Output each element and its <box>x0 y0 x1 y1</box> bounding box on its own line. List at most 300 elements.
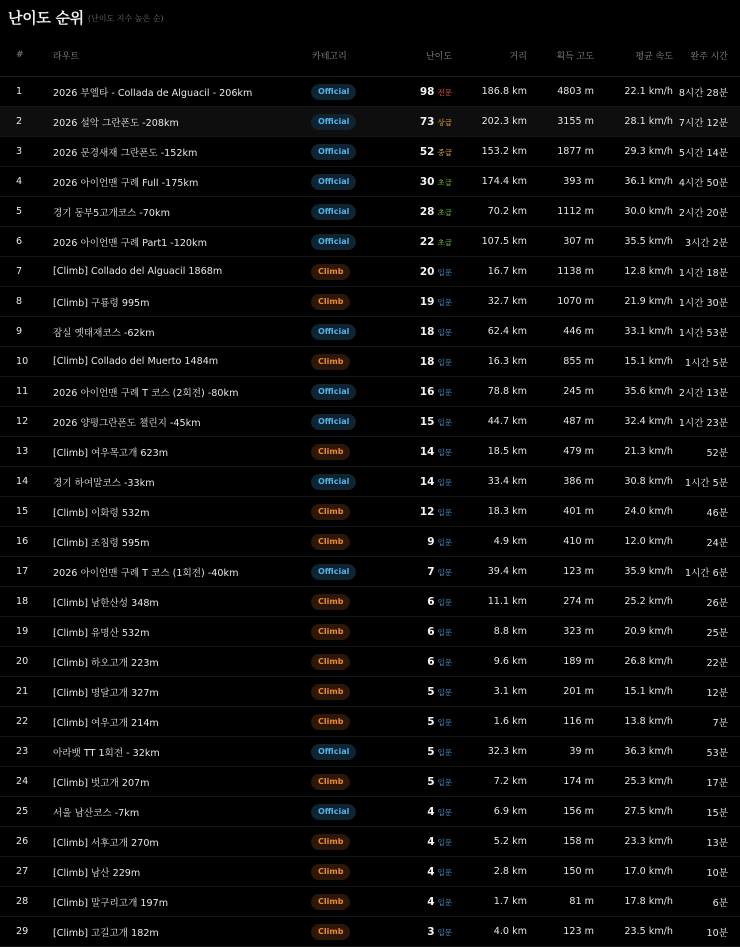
distance-cell: 16.7 km <box>452 257 527 287</box>
difficulty-level: 입문 <box>437 267 452 277</box>
difficulty-score: 6 <box>427 595 435 608</box>
difficulty-score: 28 <box>419 205 435 218</box>
rank-cell: 8 <box>0 287 50 317</box>
difficulty-level: 입문 <box>437 447 452 457</box>
difficulty-cell <box>390 167 452 197</box>
difficulty-level: 초급 <box>437 207 452 217</box>
difficulty-level: 입문 <box>437 417 452 427</box>
elevation-cell: 245 m <box>527 377 594 407</box>
category-badge: Climb <box>311 354 350 370</box>
route-name-cell[interactable] <box>50 917 311 947</box>
difficulty-score: 5 <box>427 685 435 698</box>
table-row[interactable] <box>0 737 740 767</box>
category-badge: Climb <box>311 924 350 940</box>
route-name[interactable]: 경기 동부5고개코스 -70km <box>53 207 170 219</box>
route-name-cell[interactable] <box>50 707 311 737</box>
rank-cell: 18 <box>0 587 50 617</box>
difficulty-score: 12 <box>419 505 435 518</box>
distance-cell: 18.3 km <box>452 497 527 527</box>
difficulty-score: 5 <box>427 745 435 758</box>
difficulty-cell <box>390 437 452 467</box>
difficulty-cell <box>390 107 452 137</box>
table-row[interactable] <box>0 497 740 527</box>
route-name[interactable]: [Climb] 남한산성 348m <box>53 597 159 609</box>
route-name-cell[interactable] <box>50 197 311 227</box>
route-name-cell[interactable] <box>50 77 311 107</box>
time-cell: 1시간 6분 <box>673 557 740 587</box>
elevation-cell: 39 m <box>527 737 594 767</box>
category-badge: Official <box>311 414 356 430</box>
table-row[interactable] <box>0 167 740 197</box>
difficulty-level: 중급 <box>437 147 452 157</box>
route-name-cell[interactable] <box>50 857 311 887</box>
category-cell <box>311 77 390 107</box>
rank-cell: 12 <box>0 407 50 437</box>
speed-cell: 24.0 km/h <box>594 497 673 527</box>
difficulty-cell <box>390 317 452 347</box>
speed-cell: 25.3 km/h <box>594 767 673 797</box>
time-cell: 4시간 50분 <box>673 167 740 197</box>
category-badge: Official <box>311 174 356 190</box>
distance-cell: 186.8 km <box>452 77 527 107</box>
difficulty-score: 16 <box>419 385 435 398</box>
route-name[interactable]: [Climb] 여우목고개 623m <box>53 447 169 459</box>
elevation-cell: 855 m <box>527 347 594 377</box>
rank-cell: 19 <box>0 617 50 647</box>
speed-cell: 26.8 km/h <box>594 647 673 677</box>
category-cell <box>311 677 390 707</box>
table-header-row <box>0 34 740 77</box>
category-badge: Climb <box>311 654 350 670</box>
difficulty-score: 14 <box>419 475 435 488</box>
table-row[interactable] <box>0 197 740 227</box>
table-row[interactable] <box>0 137 740 167</box>
route-name-cell[interactable] <box>50 497 311 527</box>
rank-cell: 29 <box>0 917 50 947</box>
category-cell <box>311 227 390 257</box>
route-name[interactable]: [Climb] 하오고개 223m <box>53 657 159 669</box>
difficulty-score: 3 <box>427 925 435 938</box>
distance-cell: 5.2 km <box>452 827 527 857</box>
table-row[interactable] <box>0 617 740 647</box>
route-name[interactable]: [Climb] 남산 229m <box>53 867 141 879</box>
distance-cell: 2.8 km <box>452 857 527 887</box>
difficulty-level: 입문 <box>437 477 452 487</box>
difficulty-cell <box>390 587 452 617</box>
rank-cell: 4 <box>0 167 50 197</box>
table-row[interactable] <box>0 647 740 677</box>
column-header-route[interactable]: 라우트 <box>50 34 311 77</box>
rank-cell: 26 <box>0 827 50 857</box>
route-name-cell[interactable] <box>50 257 311 287</box>
rank-cell: 3 <box>0 137 50 167</box>
category-badge: Official <box>311 744 356 760</box>
route-name-cell[interactable] <box>50 407 311 437</box>
rank-cell: 27 <box>0 857 50 887</box>
speed-cell: 17.0 km/h <box>594 857 673 887</box>
category-cell <box>311 857 390 887</box>
time-cell: 1시간 5분 <box>673 467 740 497</box>
difficulty-level: 입문 <box>437 327 452 337</box>
route-name[interactable]: 경기 하여말코스 -33km <box>53 477 155 489</box>
difficulty-cell <box>390 257 452 287</box>
route-name[interactable]: [Climb] 구룡령 995m <box>53 297 150 309</box>
route-name-cell[interactable] <box>50 167 311 197</box>
difficulty-level: 입문 <box>437 597 452 607</box>
route-name[interactable]: [Climb] 말구리고개 197m <box>53 897 169 909</box>
difficulty-score: 18 <box>419 355 435 368</box>
route-name[interactable]: [Climb] 서후고개 270m <box>53 837 159 849</box>
column-header-distance[interactable]: 거리 <box>452 34 527 77</box>
table-row[interactable] <box>0 527 740 557</box>
time-cell: 17분 <box>673 767 740 797</box>
elevation-cell: 156 m <box>527 797 594 827</box>
speed-cell: 35.9 km/h <box>594 557 673 587</box>
category-badge: Official <box>311 324 356 340</box>
elevation-cell: 174 m <box>527 767 594 797</box>
table-row[interactable] <box>0 347 740 377</box>
table-row[interactable] <box>0 557 740 587</box>
distance-cell: 32.3 km <box>452 737 527 767</box>
route-name[interactable]: [Climb] 벗고개 207m <box>53 777 150 789</box>
speed-cell: 15.1 km/h <box>594 347 673 377</box>
distance-cell: 3.1 km <box>452 677 527 707</box>
speed-cell: 25.2 km/h <box>594 587 673 617</box>
page-title: 난이도 순위 <box>8 8 84 27</box>
route-name[interactable]: 2026 아이언맨 구례 Part1 -120km <box>53 237 207 249</box>
difficulty-level: 입문 <box>437 867 452 877</box>
difficulty-score: 20 <box>419 265 435 278</box>
route-name[interactable]: 서울 남산코스 -7km <box>53 807 140 819</box>
distance-cell: 4.0 km <box>452 917 527 947</box>
speed-cell: 28.1 km/h <box>594 107 673 137</box>
route-name[interactable]: [Climb] 이화령 532m <box>53 507 150 519</box>
difficulty-cell <box>390 917 452 947</box>
distance-cell: 153.2 km <box>452 137 527 167</box>
category-badge: Climb <box>311 864 350 880</box>
time-cell: 52분 <box>673 437 740 467</box>
table-row[interactable] <box>0 707 740 737</box>
speed-cell: 23.5 km/h <box>594 917 673 947</box>
category-badge: Official <box>311 204 356 220</box>
difficulty-cell <box>390 827 452 857</box>
category-cell <box>311 587 390 617</box>
difficulty-level: 전문 <box>437 87 452 97</box>
rank-cell: 24 <box>0 767 50 797</box>
table-row[interactable] <box>0 857 740 887</box>
distance-cell: 1.6 km <box>452 707 527 737</box>
column-header-time[interactable]: 완주 시간 <box>673 34 740 77</box>
table-row[interactable] <box>0 467 740 497</box>
speed-cell: 30.0 km/h <box>594 197 673 227</box>
difficulty-level: 입문 <box>437 507 452 517</box>
category-badge: Climb <box>311 294 350 310</box>
time-cell: 1시간 18분 <box>673 257 740 287</box>
route-name[interactable]: [Climb] Collado del Alguacil 1868m <box>53 266 223 277</box>
category-cell <box>311 317 390 347</box>
table-row[interactable] <box>0 107 740 137</box>
route-name[interactable]: [Climb] 고길고개 182m <box>53 927 159 939</box>
table-row[interactable] <box>0 677 740 707</box>
time-cell: 25분 <box>673 617 740 647</box>
route-name-cell[interactable] <box>50 647 311 677</box>
elevation-cell: 1070 m <box>527 287 594 317</box>
category-badge: Official <box>311 564 356 580</box>
table-row[interactable] <box>0 317 740 347</box>
speed-cell: 20.9 km/h <box>594 617 673 647</box>
elevation-cell: 123 m <box>527 557 594 587</box>
category-badge: Official <box>311 384 356 400</box>
elevation-cell: 393 m <box>527 167 594 197</box>
difficulty-cell <box>390 887 452 917</box>
elevation-cell: 3155 m <box>527 107 594 137</box>
elevation-cell: 1112 m <box>527 197 594 227</box>
rank-cell: 6 <box>0 227 50 257</box>
table-row[interactable] <box>0 227 740 257</box>
speed-cell: 33.1 km/h <box>594 317 673 347</box>
difficulty-score: 98 <box>419 85 435 98</box>
distance-cell: 7.2 km <box>452 767 527 797</box>
elevation-cell: 307 m <box>527 227 594 257</box>
difficulty-level: 입문 <box>437 357 452 367</box>
difficulty-score: 30 <box>419 175 435 188</box>
rank-cell: 23 <box>0 737 50 767</box>
difficulty-cell <box>390 227 452 257</box>
column-header-difficulty[interactable]: 난이도 <box>390 34 452 77</box>
category-cell <box>311 287 390 317</box>
time-cell: 5시간 14분 <box>673 137 740 167</box>
category-cell <box>311 377 390 407</box>
route-name[interactable]: [Climb] 유명산 532m <box>53 627 150 639</box>
difficulty-cell <box>390 707 452 737</box>
difficulty-level: 입문 <box>437 777 452 787</box>
difficulty-score: 9 <box>427 535 435 548</box>
category-badge: Climb <box>311 834 350 850</box>
category-cell <box>311 167 390 197</box>
speed-cell: 29.3 km/h <box>594 137 673 167</box>
route-name-cell[interactable] <box>50 467 311 497</box>
category-cell <box>311 437 390 467</box>
table-row[interactable] <box>0 377 740 407</box>
column-header-speed[interactable]: 평균 속도 <box>594 34 673 77</box>
route-name[interactable]: 아라뱃 TT 1회전 - 32km <box>53 747 160 759</box>
difficulty-level: 입문 <box>437 387 452 397</box>
difficulty-cell <box>390 407 452 437</box>
route-name-cell[interactable] <box>50 587 311 617</box>
route-name[interactable]: [Climb] 조침령 595m <box>53 537 150 549</box>
category-badge: Official <box>311 114 356 130</box>
speed-cell: 21.9 km/h <box>594 287 673 317</box>
category-badge: Climb <box>311 774 350 790</box>
table-row[interactable] <box>0 797 740 827</box>
speed-cell: 23.3 km/h <box>594 827 673 857</box>
column-header-category[interactable]: 카테고리 <box>311 34 390 77</box>
difficulty-score: 4 <box>427 805 435 818</box>
route-name-cell[interactable] <box>50 827 311 857</box>
difficulty-cell <box>390 737 452 767</box>
route-name[interactable]: 잠실 옛태재코스 -62km <box>53 327 155 339</box>
elevation-cell: 1877 m <box>527 137 594 167</box>
route-name-cell[interactable] <box>50 287 311 317</box>
time-cell: 10분 <box>673 857 740 887</box>
difficulty-level: 입문 <box>437 657 452 667</box>
category-badge: Official <box>311 474 356 490</box>
time-cell: 1시간 5분 <box>673 347 740 377</box>
difficulty-score: 73 <box>419 115 435 128</box>
route-name-cell[interactable] <box>50 797 311 827</box>
difficulty-level: 초급 <box>437 177 452 187</box>
route-name-cell[interactable] <box>50 767 311 797</box>
category-badge: Climb <box>311 534 350 550</box>
time-cell: 53분 <box>673 737 740 767</box>
time-cell: 22분 <box>673 647 740 677</box>
difficulty-cell <box>390 347 452 377</box>
category-badge: Official <box>311 804 356 820</box>
route-name[interactable]: 2026 문경새재 그란폰도 -152km <box>53 147 198 159</box>
category-cell <box>311 407 390 437</box>
distance-cell: 202.3 km <box>452 107 527 137</box>
route-name-cell[interactable] <box>50 557 311 587</box>
distance-cell: 32.7 km <box>452 287 527 317</box>
route-name[interactable]: 2026 아이언맨 구례 Full -175km <box>53 177 199 189</box>
route-name[interactable]: [Climb] 여우고개 214m <box>53 717 159 729</box>
rank-cell: 2 <box>0 107 50 137</box>
route-name[interactable]: 2026 아이언맨 구례 T 코스 (1회전) -40km <box>53 567 239 579</box>
difficulty-ranking-table <box>0 34 740 947</box>
table-body <box>0 77 740 947</box>
rank-cell: 17 <box>0 557 50 587</box>
category-badge: Official <box>311 144 356 160</box>
time-cell: 1시간 23분 <box>673 407 740 437</box>
speed-cell: 22.1 km/h <box>594 77 673 107</box>
category-cell <box>311 797 390 827</box>
route-name-cell[interactable] <box>50 317 311 347</box>
difficulty-cell <box>390 857 452 887</box>
time-cell: 12분 <box>673 677 740 707</box>
table-row[interactable] <box>0 827 740 857</box>
column-header-rank[interactable]: # <box>0 34 50 77</box>
speed-cell: 17.8 km/h <box>594 887 673 917</box>
table-row[interactable] <box>0 917 740 947</box>
table-row[interactable] <box>0 287 740 317</box>
route-name-cell[interactable] <box>50 737 311 767</box>
difficulty-cell <box>390 467 452 497</box>
difficulty-level: 입문 <box>437 897 452 907</box>
distance-cell: 1.7 km <box>452 887 527 917</box>
difficulty-cell <box>390 377 452 407</box>
table-row[interactable] <box>0 887 740 917</box>
route-name-cell[interactable] <box>50 677 311 707</box>
table-row[interactable] <box>0 407 740 437</box>
route-name-cell[interactable] <box>50 137 311 167</box>
route-name[interactable]: 2026 부엘타 - Collada de Alguacil - 206km <box>53 87 253 99</box>
table-row[interactable] <box>0 257 740 287</box>
difficulty-score: 18 <box>419 325 435 338</box>
table-row[interactable] <box>0 437 740 467</box>
speed-cell: 21.3 km/h <box>594 437 673 467</box>
speed-cell: 36.1 km/h <box>594 167 673 197</box>
difficulty-score: 19 <box>419 295 435 308</box>
distance-cell: 78.8 km <box>452 377 527 407</box>
route-name-cell[interactable] <box>50 527 311 557</box>
route-name[interactable]: 2026 아이언맨 구례 T 코스 (2회전) -80km <box>53 387 239 399</box>
elevation-cell: 323 m <box>527 617 594 647</box>
difficulty-level: 입문 <box>437 567 452 577</box>
time-cell: 1시간 53분 <box>673 317 740 347</box>
difficulty-level: 입문 <box>437 807 452 817</box>
distance-cell: 8.8 km <box>452 617 527 647</box>
category-cell <box>311 107 390 137</box>
route-name-cell[interactable] <box>50 347 311 377</box>
category-badge: Climb <box>311 624 350 640</box>
difficulty-cell <box>390 767 452 797</box>
distance-cell: 9.6 km <box>452 647 527 677</box>
speed-cell: 13.8 km/h <box>594 707 673 737</box>
speed-cell: 15.1 km/h <box>594 677 673 707</box>
time-cell: 26분 <box>673 587 740 617</box>
difficulty-cell <box>390 797 452 827</box>
elevation-cell: 158 m <box>527 827 594 857</box>
category-badge: Climb <box>311 714 350 730</box>
time-cell: 15분 <box>673 797 740 827</box>
difficulty-score: 5 <box>427 715 435 728</box>
category-cell <box>311 887 390 917</box>
difficulty-score: 15 <box>419 415 435 428</box>
category-cell <box>311 917 390 947</box>
rank-cell: 28 <box>0 887 50 917</box>
route-name-cell[interactable] <box>50 107 311 137</box>
table-row[interactable] <box>0 77 740 107</box>
route-name-cell[interactable] <box>50 617 311 647</box>
page-header <box>0 0 740 34</box>
route-name-cell[interactable] <box>50 227 311 257</box>
time-cell: 7분 <box>673 707 740 737</box>
difficulty-score: 6 <box>427 655 435 668</box>
rank-cell: 25 <box>0 797 50 827</box>
distance-cell: 18.5 km <box>452 437 527 467</box>
route-name[interactable]: [Climb] Collado del Muerto 1484m <box>53 356 219 367</box>
distance-cell: 11.1 km <box>452 587 527 617</box>
category-cell <box>311 647 390 677</box>
table-row[interactable] <box>0 587 740 617</box>
route-name[interactable]: 2026 설악 그란폰도 -208km <box>53 117 179 129</box>
elevation-cell: 1138 m <box>527 257 594 287</box>
difficulty-score: 4 <box>427 895 435 908</box>
elevation-cell: 401 m <box>527 497 594 527</box>
category-badge: Official <box>311 84 356 100</box>
route-name-cell[interactable] <box>50 887 311 917</box>
speed-cell: 30.8 km/h <box>594 467 673 497</box>
category-cell <box>311 137 390 167</box>
column-header-elevation[interactable]: 획득 고도 <box>527 34 594 77</box>
time-cell: 2시간 13분 <box>673 377 740 407</box>
rank-cell: 1 <box>0 77 50 107</box>
route-name[interactable]: 2026 양평그란폰도 챌린지 -45km <box>53 417 201 429</box>
table-row[interactable] <box>0 767 740 797</box>
route-name-cell[interactable] <box>50 437 311 467</box>
elevation-cell: 487 m <box>527 407 594 437</box>
route-name[interactable]: [Climb] 명달고개 327m <box>53 687 159 699</box>
time-cell: 3시간 2분 <box>673 227 740 257</box>
difficulty-score: 7 <box>427 565 435 578</box>
route-name-cell[interactable] <box>50 377 311 407</box>
time-cell: 7시간 12분 <box>673 107 740 137</box>
page-subtitle: (난이도 지수 높은 순) <box>87 14 164 23</box>
difficulty-level: 입문 <box>437 537 452 547</box>
difficulty-score: 5 <box>427 775 435 788</box>
category-badge: Climb <box>311 894 350 910</box>
difficulty-level: 입문 <box>437 927 452 937</box>
